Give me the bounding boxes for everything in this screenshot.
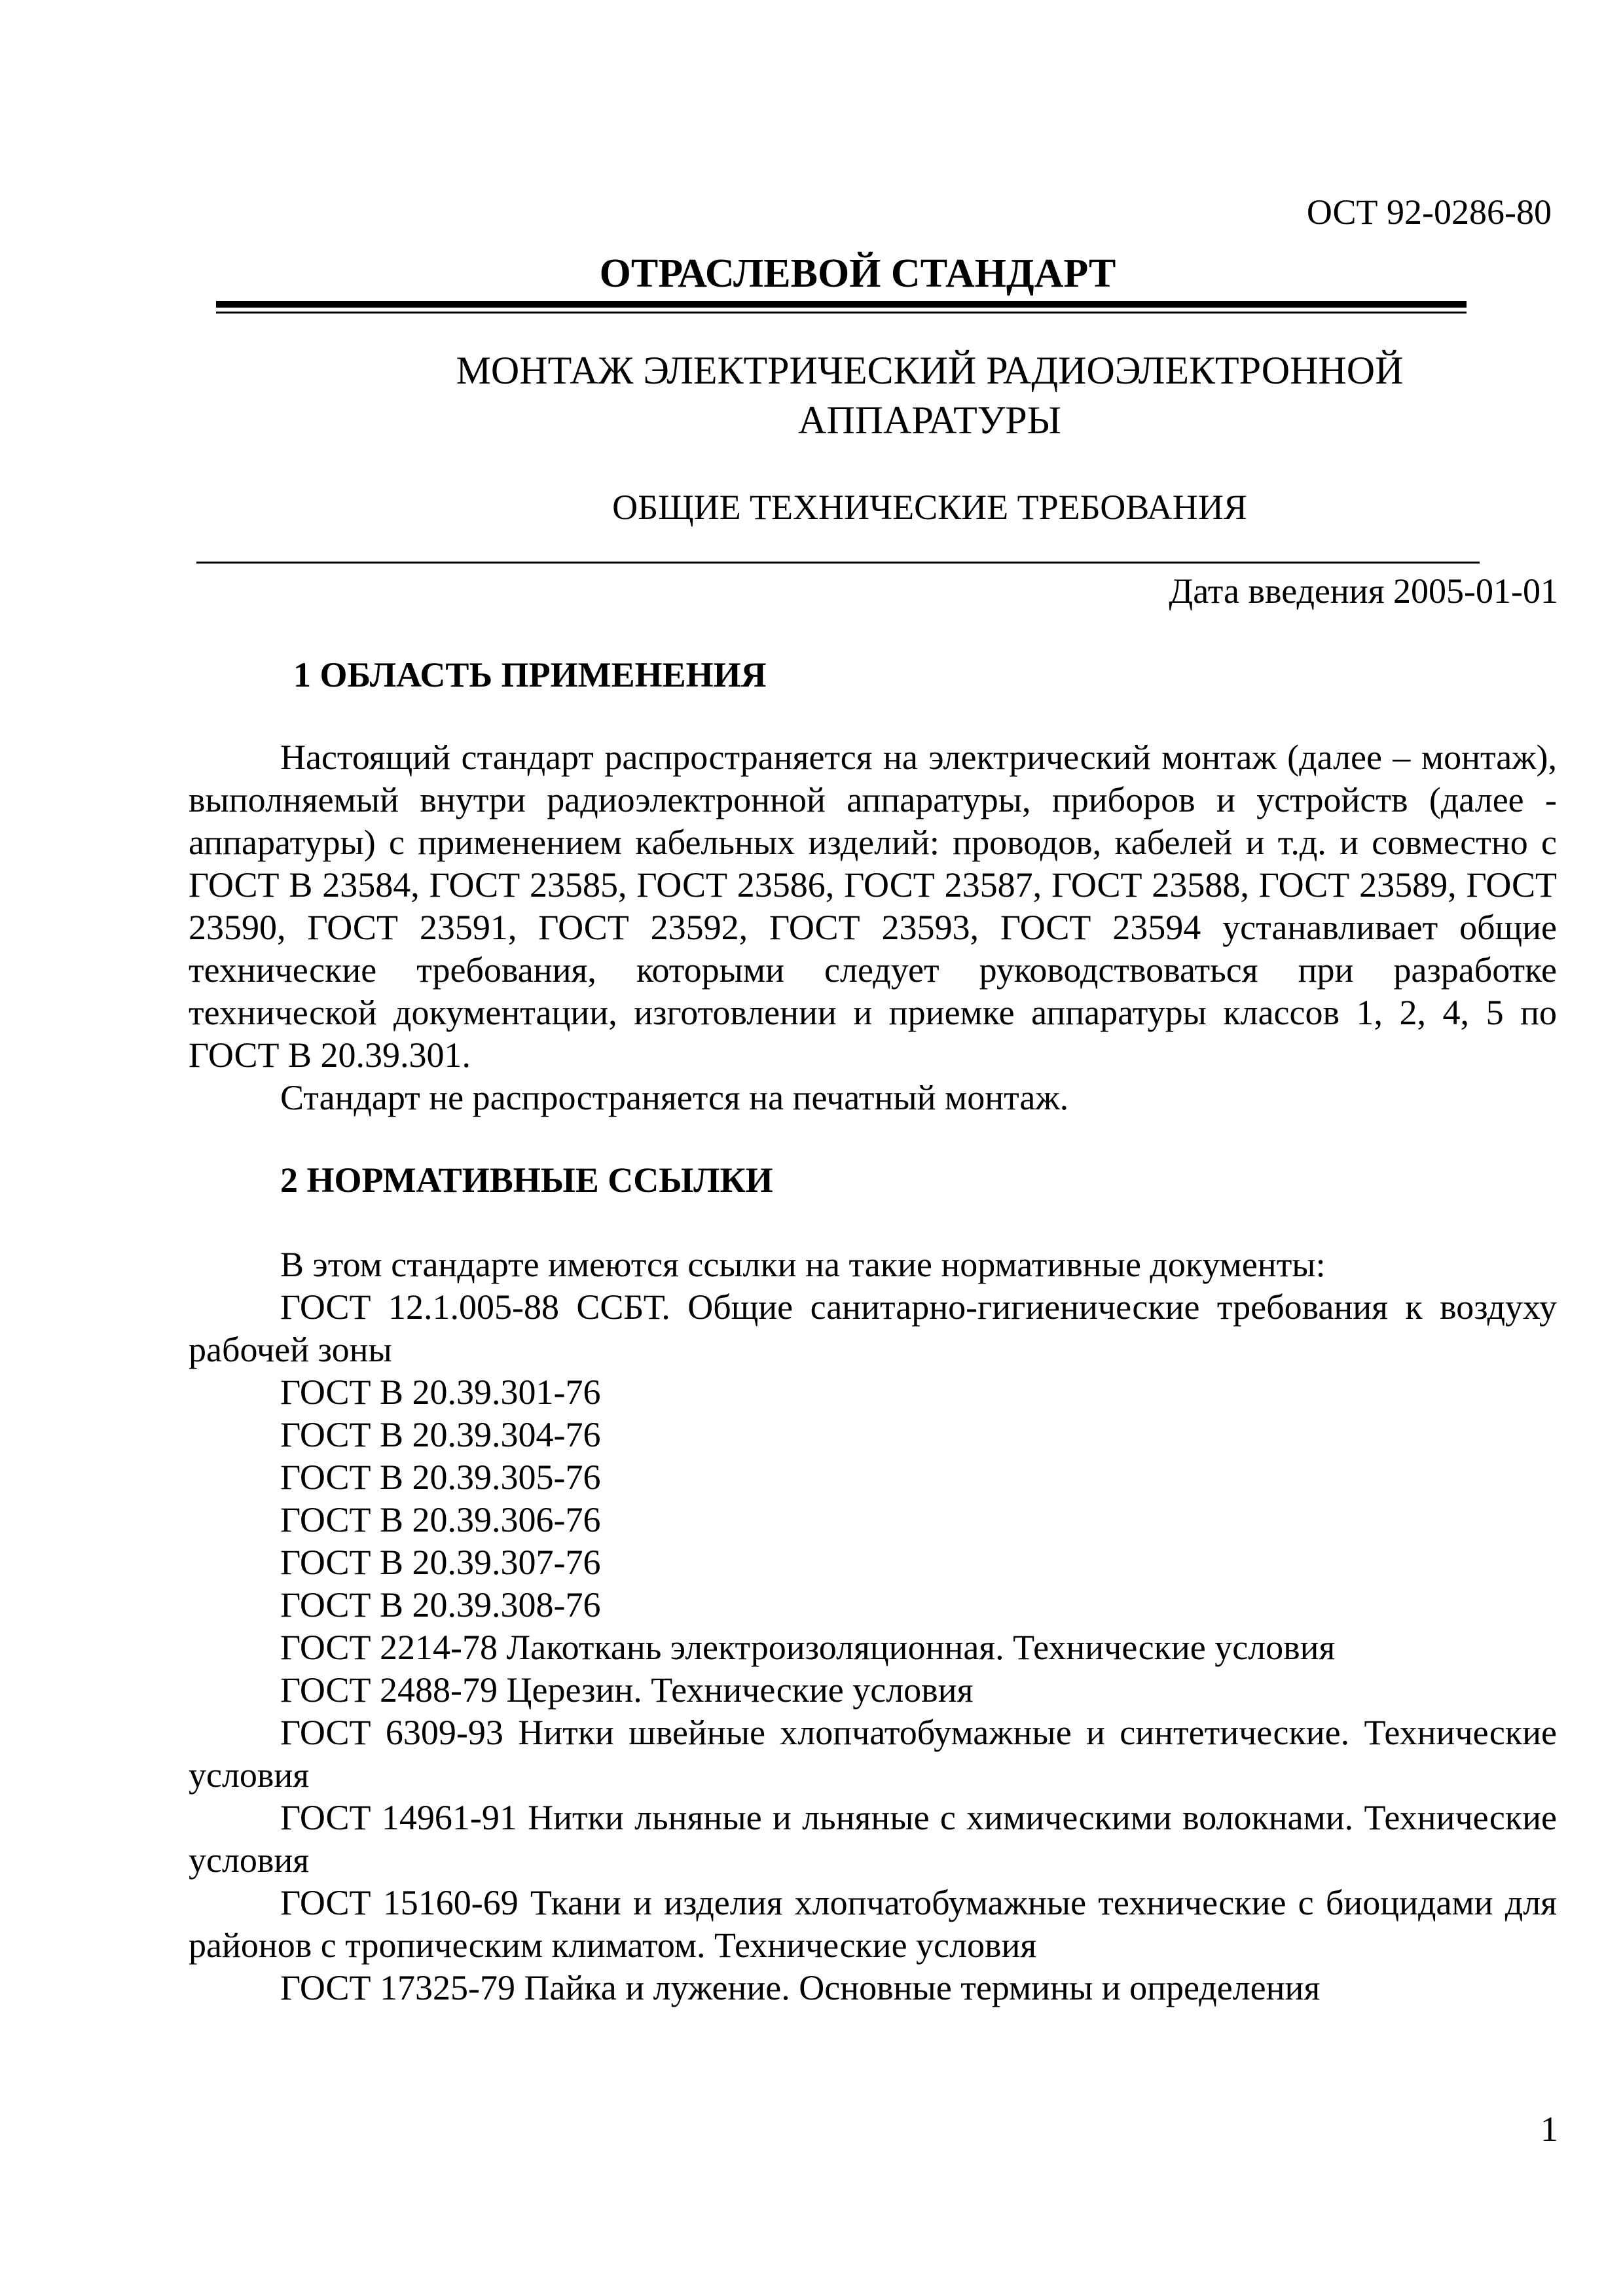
title-line-1: МОНТАЖ ЭЛЕКТРИЧЕСКИЙ РАДИОЭЛЕКТРОННОЙ [456,349,1404,392]
document-title [216,346,1623,445]
reference-item: ГОСТ 17325-79 Пайка и лужение. Основные термины и определения [280,1968,1321,2007]
page-number: 1 [1541,2109,1558,2149]
references-list [189,1244,1557,2009]
section-1-note: Стандарт не распространяется на печатный монтаж. [280,1078,1069,1117]
title-separator-rule [196,562,1480,564]
header-rule-thin [216,312,1467,314]
section-2-heading: 2 НОРМАТИВНЫЕ ССЫЛКИ [280,1160,773,1200]
standard-type-title: ОТРАСЛЕВОЙ СТАНДАРТ [599,251,1116,296]
reference-item: ГОСТ В 20.39.305-76 [280,1458,601,1497]
reference-item: ГОСТ В 20.39.301-76 [280,1372,601,1412]
reference-item: В этом стандарте имеются ссылки на такие нормативные документы: [280,1245,1326,1284]
reference-item: ГОСТ 14961-91 Нитки льняные и льняные с химическими волокнами. Технические условия [189,1798,1557,1880]
reference-item: ГОСТ 12.1.005-88 ССБТ. Общие санитарно-гигиенические требования к воздуху рабочей зоны [189,1287,1557,1369]
header-rule-thick [216,301,1467,308]
reference-item: ГОСТ 2488-79 Церезин. Технические условия [280,1670,974,1710]
reference-item: ГОСТ 2214-78 Лакоткань электроизоляционная. Технические условия [280,1628,1336,1667]
reference-item: ГОСТ 15160-69 Ткани и изделия хлопчатобумажные технические с биоцидами для районов с тропическим климатом. Технические условия [189,1883,1557,1965]
reference-item: ГОСТ В 20.39.307-76 [280,1543,601,1582]
document-code: ОСТ 92-0286-80 [1306,192,1552,232]
document-subtitle: ОБЩИЕ ТЕХНИЧЕСКИЕ ТРЕБОВАНИЯ [612,488,1247,527]
section-1-paragraph: Настоящий стандарт распространяется на электрический монтаж (далее – монтаж), выполняемый внутри радиоэлектронной аппаратуры, приборов и устройств (далее - аппаратуры) с применением кабельных изделий: проводов, кабелей и т.д. и совместно с ГОСТ В 23584, ГОСТ 23585, ГОСТ 23586, ГОСТ 23587, ГОСТ 23588, ГОСТ 23589, ГОСТ 23590, ГОСТ 23591, ГОСТ 23592, ГОСТ 23593, ГОСТ 23594 устанавливает общие технические требования, которыми следует руководствоваться при разработке технической документации, изготовлении и приемке аппаратуры классов 1, 2, 4, 5 по ГОСТ В 20.39.301. [189,738,1557,1075]
title-line-2: АППАРАТУРЫ [798,399,1061,442]
effective-date: Дата введения 2005-01-01 [1169,571,1558,611]
section-1-heading: 1 ОБЛАСТЬ ПРИМЕНЕНИЯ [293,655,767,694]
reference-item: ГОСТ 6309-93 Нитки швейные хлопчатобумажные и синтетические. Технические условия [189,1713,1557,1795]
reference-item: ГОСТ В 20.39.304-76 [280,1415,601,1454]
reference-item: ГОСТ В 20.39.308-76 [280,1585,601,1624]
reference-item: ГОСТ В 20.39.306-76 [280,1500,601,1539]
